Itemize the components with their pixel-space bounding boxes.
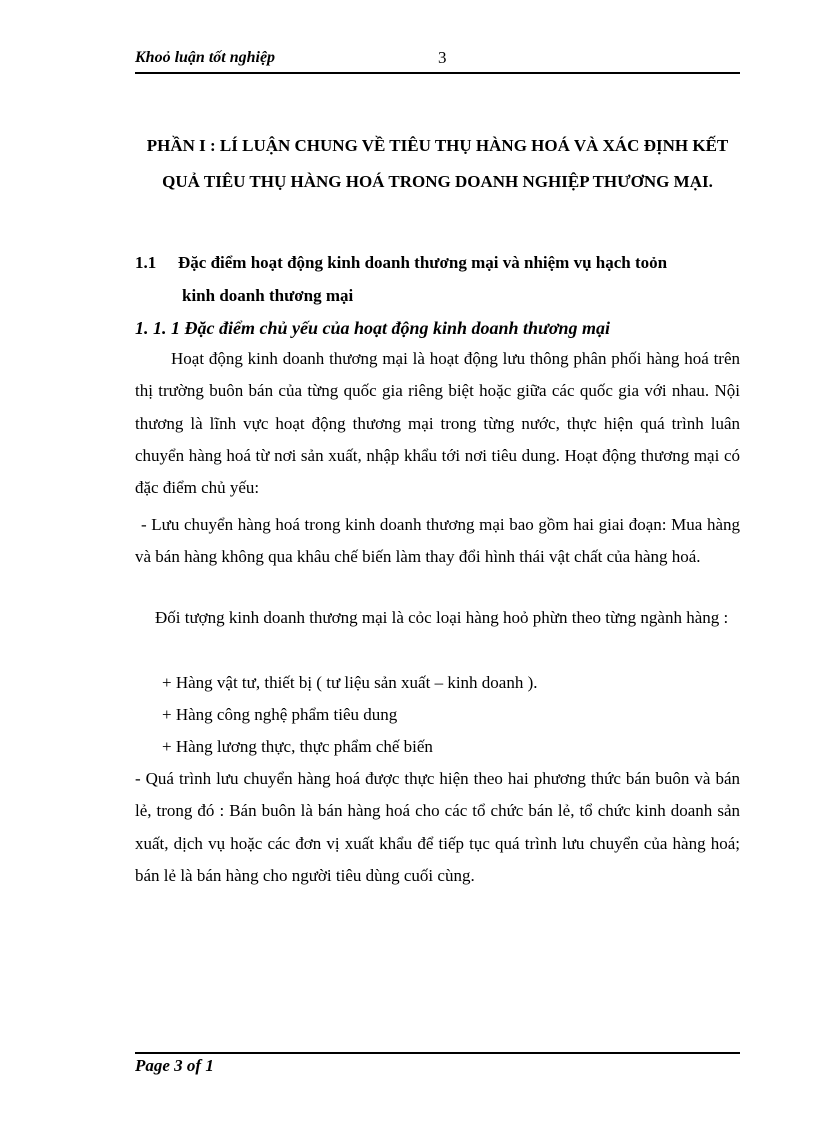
part-heading: PHẦN I : LÍ LUẬN CHUNG VỀ TIÊU THỤ HÀNG HOÁ VÀ XÁC ĐỊNH KẾT QUẢ TIÊU THỤ HÀNG HOÁ TRONG DOANH NGHIỆP THƯƠNG MẠI.: [146, 136, 729, 191]
list-item: + Hàng lương thực, thực phẩm chế biến: [162, 737, 433, 756]
page-header: [135, 46, 740, 74]
header-title: Khoỏ luận tốt nghiệp: [135, 49, 276, 66]
body-paragraph: - Lưu chuyển hàng hoá trong kinh doanh thương mại bao gồm hai giai đoạn: Mua hàng và bán hàng không qua khâu chế biến làm thay đổi hình thái vật chất của hàng hoá.: [135, 515, 740, 567]
section-title-line-2: kinh doanh thương mại: [182, 286, 354, 305]
footer-page-label: Page 3 of 1: [135, 1056, 214, 1075]
body-paragraph: Đối tượng kinh doanh thương mại là cỏc loại hàng hoỏ phừn theo từng ngành hàng :: [155, 608, 729, 627]
list-item: + Hàng công nghệ phẩm tiêu dung: [162, 705, 398, 724]
closing-paragraph: - Quá trình lưu chuyển hàng hoá được thực hiện theo hai phương thức bán buôn và bán lẻ, trong đó : Bán buôn là bán hàng hoá cho các tổ chức bán lẻ, tổ chức kinh doanh sản xuất, dịch vụ hoặc các đơn vị xuất khẩu để tiếp tục quá trình lưu chuyển của hàng hoá; bán lẻ là bán hàng cho người tiêu dùng cuối cùng.: [135, 769, 740, 885]
section-number: 1.1: [135, 253, 157, 272]
body-paragraph: Hoạt động kinh doanh thương mại là hoạt động lưu thông phân phối hàng hoá trên thị trường buôn bán của từng quốc gia riêng biệt hoặc giữa các quốc gia với nhau. Nội thương là lĩnh vực hoạt động thương mại trong từng nước, thực hiện quá trình luân chuyển hàng hoá từ nơi sản xuất, nhập khẩu tới nơi tiêu dung. Hoạt động thương mại có đặc điểm chủ yếu:: [135, 349, 740, 498]
subsection-title: 1. 1. 1 Đặc điểm chủ yếu của hoạt động kinh doanh thương mại: [135, 318, 611, 338]
header-page-number: 3: [438, 48, 447, 67]
section-title-line-1: Đặc điểm hoạt động kinh doanh thương mại và nhiệm vụ hạch toỏn: [178, 253, 668, 272]
list-item: + Hàng vật tư, thiết bị ( tư liệu sản xuất – kinh doanh ).: [162, 673, 538, 692]
footer-rule: [135, 1052, 740, 1054]
